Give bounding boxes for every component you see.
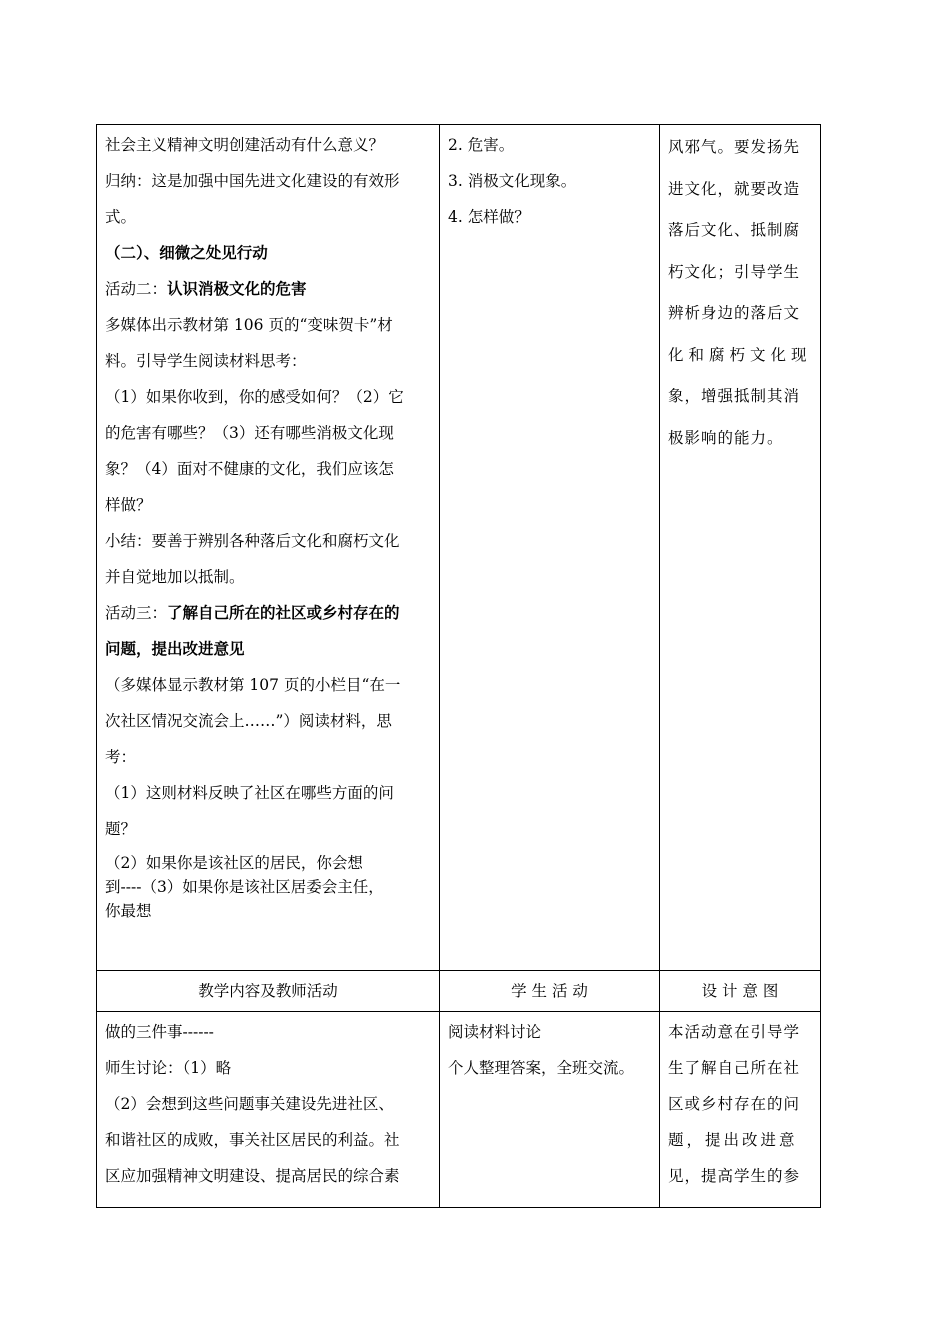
paragraph: 生了解自己所在社 [668,1059,801,1077]
paragraph: 多媒体出示教材第 106 页的“变味贺卡”材 [105,316,393,334]
paragraph: 你最想 [105,902,152,920]
paragraph: 风邪气。要发扬先 [668,138,801,156]
paragraph: 进文化，就要改造 [668,179,801,198]
header-teacher-activity: 教学内容及教师活动 [97,971,440,1012]
paragraph: 样做？ [105,496,152,514]
paragraph: 见，提高学生的参 [668,1167,801,1185]
activity-title-cont: 问题，提出改进意见 [105,639,245,658]
list-item: 4. 怎样做？ [448,208,530,226]
section-heading: （二）、细微之处见行动 [105,243,268,262]
paragraph: （多媒体显示教材第 107 页的小栏目“在一 [105,676,401,694]
activity-prefix: 活动二： [105,280,168,298]
paragraph: （1）如果你收到，你的感受如何？（2）它 [105,388,404,406]
student-activity-cell [440,1012,660,1208]
paragraph: 社会主义精神文明创建活动有什么意义？ [105,136,385,154]
list-item: 2. 危害。 [448,136,515,154]
paragraph: （2）会想到这些问题事关建设先进社区、 [105,1095,394,1113]
activity-heading [105,595,431,631]
paragraph: 阅读材料讨论 [448,1023,542,1041]
paragraph: 区应加强精神文明建设、提高居民的综合素 [105,1167,400,1185]
paragraph: 到----（3）如果你是该社区居委会主任， [105,878,384,896]
header-design-intent: 设 计 意 图 [660,971,821,1012]
paragraph: 化和腐朽文化现 [668,345,812,364]
activity-heading [105,271,431,307]
paragraph: 和谐社区的成败，事关社区居民的利益。社 [105,1131,400,1149]
header-student-activity: 学 生 活 动 [440,971,660,1012]
list-item: 3. 消极文化现象。 [448,172,577,190]
paragraph: 本活动意在引导学 [668,1023,801,1041]
paragraph: 次社区情况交流会上……”）阅读材料，思 [105,712,392,730]
paragraph: 归纳：这是加强中国先进文化建设的有效形 [105,172,400,190]
paragraph: （1）这则材料反映了社区在哪些方面的问 [105,784,394,802]
paragraph: 辨析身边的落后文 [668,304,801,322]
paragraph: 的危害有哪些？（3）还有哪些消极文化现 [105,424,394,442]
teacher-activity-cell [97,125,440,971]
paragraph: （2）如果你是该社区的居民，你会想 [105,854,363,872]
paragraph: 做的三件事------ [105,1023,214,1041]
paragraph: 考： [105,748,137,766]
paragraph: 极影响的能力。 [668,428,784,447]
design-intent-cell [660,1012,821,1208]
lesson-plan-table [96,124,821,1208]
paragraph: 区或乡村存在的问 [668,1095,801,1113]
paragraph: 式。 [105,208,137,226]
paragraph: 题？ [105,820,137,838]
student-activity-cell [440,125,660,971]
design-intent-cell [660,125,821,971]
paragraph: 个人整理答案，全班交流。 [448,1059,635,1077]
activity-title: 认识消极文化的危害 [167,279,307,298]
paragraph: 朽文化；引导学生 [668,262,801,281]
teacher-activity-cell [97,1012,440,1208]
paragraph: 题，提出改进意 [668,1131,798,1149]
table-row [97,1012,821,1208]
paragraph: 小结：要善于辨别各种落后文化和腐朽文化 [105,532,400,550]
table-row [97,125,821,971]
activity-prefix: 活动三： [105,604,168,622]
paragraph: 落后文化、抵制腐 [668,221,801,239]
paragraph: 师生讨论：（1）略 [105,1059,232,1077]
table-header-row [97,971,821,1012]
paragraph: 并自觉地加以抵制。 [105,568,245,586]
paragraph: 料。引导学生阅读材料思考： [105,352,307,370]
paragraph: 象，增强抵制其消 [668,387,801,405]
paragraph: 象？（4）面对不健康的文化，我们应该怎 [105,460,394,478]
activity-title: 了解自己所在的社区或乡村存在的 [167,603,400,622]
